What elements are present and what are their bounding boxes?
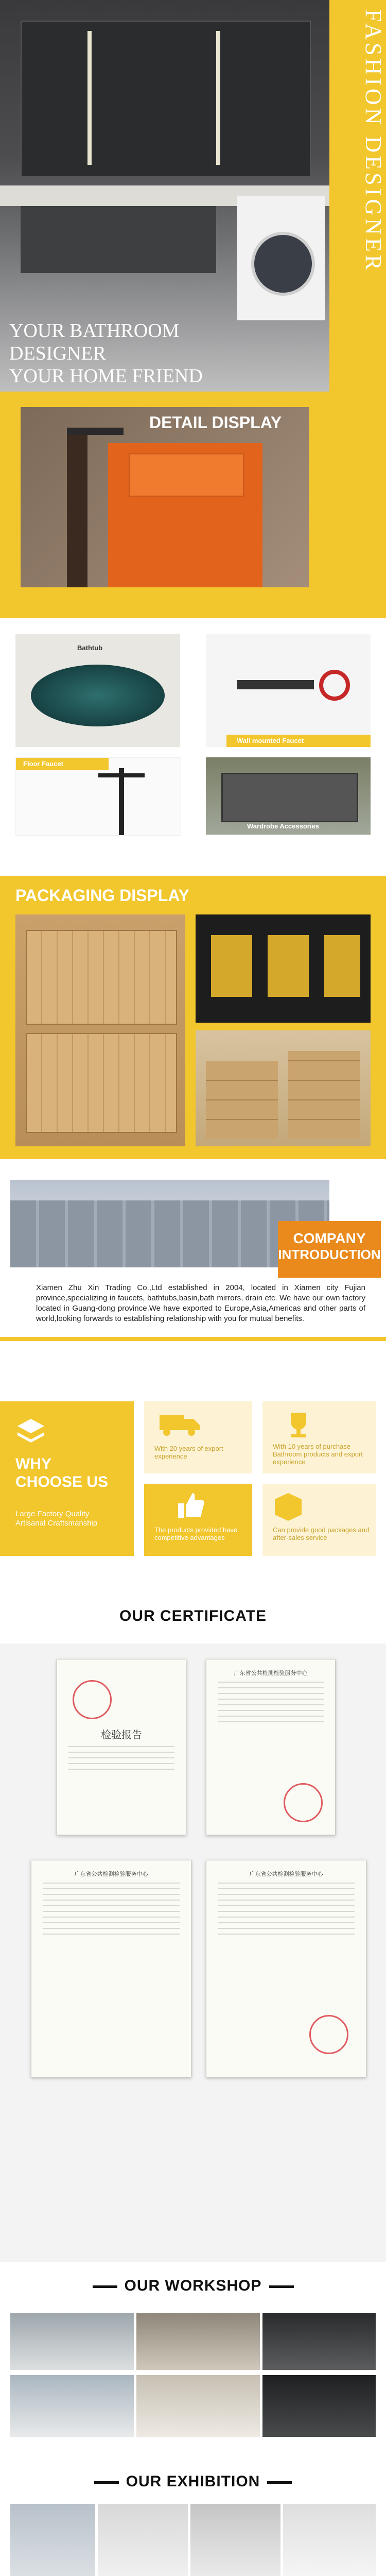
- certificate-2-heading: 广东省公共检测检验服务中心: [234, 1670, 308, 1676]
- why-item-3-text: The products provided have competitive advantages: [154, 1526, 238, 1541]
- why-item-2-text: With 10 years of purchase Bathroom products and export experience: [273, 1443, 363, 1466]
- bathtub-caption: Bathtub: [77, 644, 103, 652]
- box-stack-2: [288, 1051, 360, 1139]
- detail-main-photo: [21, 407, 309, 587]
- floor-faucet-caption: Floor Faucet: [23, 760, 64, 768]
- packaging-section: [0, 876, 386, 1159]
- why-title-1: WHY: [15, 1455, 51, 1472]
- workshop-title-text: OUR WORKSHOP: [124, 2277, 262, 2294]
- company-title-2: INTRODUCTION: [278, 1247, 381, 1262]
- floor-faucet-pole: [119, 768, 124, 835]
- hero-side-title: FASHION DESIGNER: [361, 9, 386, 273]
- workshop-photo-3: [262, 2313, 376, 2370]
- certificate-grid: [0, 1643, 386, 2262]
- why-item-4: [262, 1484, 376, 1556]
- certificate-title: [0, 1607, 386, 1625]
- exhibition-photo-3: [190, 2504, 280, 2576]
- company-divider: [0, 1337, 386, 1341]
- hero-headline-2: DESIGNER: [9, 343, 106, 364]
- basin-top: [129, 453, 244, 497]
- wall-faucet-spout: [237, 680, 314, 689]
- detail-section: [0, 392, 386, 845]
- packaging-photo-boxes: [196, 1030, 371, 1146]
- red-valve-icon: [319, 670, 350, 701]
- faucet-head: [67, 428, 124, 435]
- title-bar-left: [93, 2285, 117, 2288]
- wardrobe-photo: [206, 757, 371, 835]
- workshop-photo-1: [10, 2313, 134, 2370]
- layers-icon: [15, 1417, 46, 1448]
- workshop-title: [0, 2277, 386, 2295]
- certificate-1-heading: 检验报告: [101, 1730, 142, 1741]
- exhibition-title: [0, 2473, 386, 2490]
- exhibition-photo-4: [283, 2504, 376, 2576]
- workshop-photo-6: [262, 2375, 376, 2437]
- why-title-2: CHOOSE US: [15, 1473, 109, 1490]
- why-section: [0, 1386, 386, 1582]
- mirror-cabinet: [21, 21, 311, 177]
- wardrobe-drawer: [221, 773, 358, 822]
- bathtub-bowl: [31, 665, 165, 726]
- certificate-2: [206, 1659, 336, 1835]
- red-seal-icon: [309, 2015, 348, 2054]
- floor-faucet-arm: [98, 773, 145, 777]
- thumbs-up-icon: [175, 1490, 206, 1521]
- wardrobe-caption: Wardrobe Accessories: [247, 822, 319, 830]
- crate-1: [26, 930, 177, 1025]
- certificate-1: [57, 1659, 186, 1835]
- exhibition-photo-2: [98, 2504, 188, 2576]
- floor-faucet-photo: [15, 757, 181, 836]
- certificate-4-heading: 广东省公共检测检验服务中心: [249, 1871, 323, 1877]
- packaging-title: PACKAGING DISPLAY: [15, 886, 189, 905]
- vanity-drawer: [21, 206, 216, 273]
- box-icon: [273, 1491, 304, 1522]
- why-left-text: Large Factory Quality Artisanal Craftsmanship: [15, 1510, 98, 1528]
- why-item-3: [144, 1484, 252, 1556]
- workshop-photo-5: [136, 2375, 260, 2437]
- workshop-photo-4: [10, 2375, 134, 2437]
- title-bar-right: [267, 2481, 292, 2484]
- red-seal-icon: [284, 1783, 323, 1822]
- foam-slot-3: [324, 935, 360, 997]
- crate-2: [26, 1033, 177, 1133]
- title-bar-left: [94, 2481, 119, 2484]
- washing-machine-door: [251, 232, 315, 296]
- packaging-photo-crates: [15, 914, 185, 1146]
- why-item-2: [262, 1401, 376, 1473]
- mirror-light-1: [87, 31, 92, 165]
- certificate-4: [206, 1860, 366, 2077]
- truck-icon: [160, 1412, 201, 1437]
- foam-slot-2: [268, 935, 309, 997]
- bathtub-photo: [15, 634, 180, 747]
- wall-faucet-photo: [206, 634, 371, 747]
- company-body: Xiamen Zhu Xin Trading Co.,Ltd established in 2004, located in Xiamen city Fujian province,specializing in faucets, bathtubs,basin,bath mirrors, drain etc. We have our own factory located in Guang-dong province.We have exported to Europe,Asia,Americas and other parts of world,looking forwards to establishing relationship with you for mutual benefits.: [36, 1283, 365, 1323]
- why-item-1-text: With 20 years of export experience: [154, 1445, 223, 1460]
- workshop-photo-2: [136, 2313, 260, 2370]
- company-section: [0, 1180, 386, 1381]
- red-seal-icon: [73, 1680, 112, 1719]
- hero-headline-box: [0, 319, 329, 392]
- hero-headline-1: YOUR BATHROOM: [9, 320, 180, 342]
- certificate-3: [31, 1860, 191, 2077]
- exhibition-title-text: OUR EXHIBITION: [126, 2473, 260, 2490]
- trophy-icon: [283, 1410, 314, 1440]
- foam-slot-1: [211, 935, 252, 997]
- exhibition-photo-1: [10, 2504, 95, 2576]
- company-title-box: [278, 1221, 381, 1278]
- certificate-title-text: OUR CERTIFICATE: [119, 1607, 267, 1624]
- certificate-3-heading: 广东省公共检测检验服务中心: [74, 1871, 148, 1877]
- box-stack-1: [206, 1061, 278, 1139]
- wall-faucet-caption: Wall mounted Faucet: [237, 737, 304, 744]
- title-bar-right: [269, 2285, 294, 2288]
- faucet-stand: [67, 428, 87, 587]
- why-item-4-text: Can provide good packages and after-sales service: [273, 1526, 370, 1541]
- hero-section: [0, 0, 386, 392]
- hero-headline-3: YOUR HOME FRIEND: [9, 365, 203, 387]
- why-item-1: [144, 1401, 252, 1473]
- mirror-light-2: [216, 31, 220, 165]
- packaging-photo-foam: [196, 914, 371, 1023]
- company-title-1: COMPANY: [293, 1230, 366, 1246]
- detail-title: DETAIL DISPLAY: [149, 413, 282, 432]
